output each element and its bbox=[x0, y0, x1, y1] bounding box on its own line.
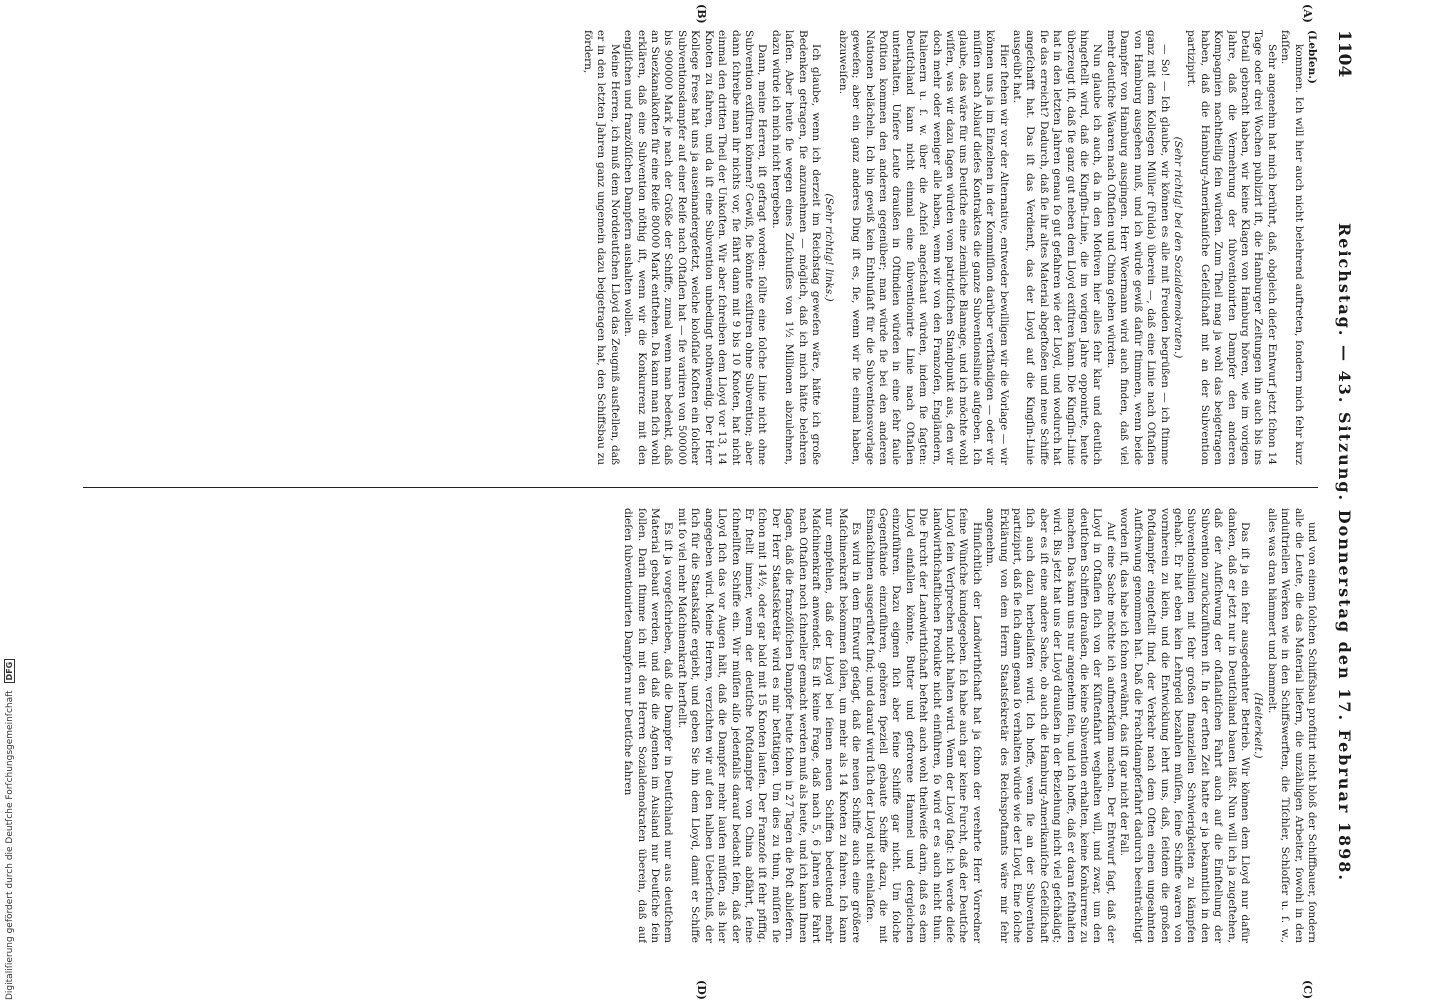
paragraph: Auf eine Sache möchte ich aufmerkſam machen. Der Entwurf ſagt, daß der Lloyd in Oſtaſien ſich von der Küſtenfahrt weghalten will, und zwar, um den deutſchen Schiffen draußen, die keine Subvention erhalten, keine Konkurrenz zu machen. Das kann uns nur angenehm ſein, und ich hoffe, daß er daran feſthalten wird. Bis jetzt hat uns der Lloyd draußen in der Beziehung nicht viel geſchädigt; aber es iſt eine andere Sache, ob auch die Hamburg-Amerikaniſche Geſellſchaft ſich auch dazu herbeilaſſen wird. Ich hoffe, wenn ſie an der Subvention partizipirt, daß ſie ſich dann genau ſo verhalten würde wie der Lloyd. Eine ſolche Erklärung von dem Herrn Staatsſekretär des Reichspoſtamts wäre mir ſehr angenehm. bbox=[984, 508, 1117, 943]
paragraph: Es iſt ja vorgeſchrieben, daß die Dampfer in Deutſchland nur aus deutſchem Material gebaut werden, und daß die Agenten im Ausland nur Deutſche ſein ſollen. Darin ſtimme ich mit den Herren Sozialdemokraten überein, daß auf dieſen ſubventionirten Dampfern nur Deutſche fahren bbox=[622, 508, 675, 943]
paragraph: Dann, meine Herren, iſt gefragt worden: ſollte eine ſolche Linie nicht ohne Subvention exiſtiren können? Gewiß, ſie könnte exiſtiren ohne Subvention; aber dann ſchreibe man ihr nichts vor, ſie fährt dann mit 9 bis 10 Knoten, hat nicht einmal den dritten Theil der Unkoſten. Wir aber ſchreiben dem Lloyd vor 13, 14 Knoten zu fahren, und da iſt eine Subvention unbedingt nothwendig. Der Herr Kollege Frese hat uns ja auseinandergeſetzt, welche koloſſale Koſten ein ſolcher Subventionsdampfer auf einer Reiſe nach Oſtaſien hat — ſie variiren von 500000 bis 900000 Mark je nach der Größe der Schiffe, zumal wenn man bedenkt, daß an Suezkanalkoſten für eine Reiſe 80000 Mark entſtehen. Da kann man ſich wohl erklären, daß eine Subvention nöthig iſt, wenn wir die Konkurrenz mit den engliſchen und franzöſiſchen Dampfern aushalten wollen. bbox=[622, 30, 769, 465]
digitization-note bbox=[4, 0, 22, 1000]
paragraph: — So! — Ich glaube, wir können es alle mit Freuden begrüßen — ich ſtimme ganz mit dem Kollegen Müller (Fulda) überein —, daß eine Linie nach Oſtaſien von Hamburg ausgehen muß, und ich würde gewiß dafür ſtimmen, wenn beide Dampfer von Hamburg ausgingen. Herr Woermann wird auch finden, daß viel mehr deutſche Waaren nach Oſtaſien und China gehen würden. bbox=[1104, 30, 1171, 465]
margin-marker-a: (A) bbox=[1301, 4, 1314, 23]
running-title: Reichstag. — 43. Sitzung. Donnerstag den 17. Februar 1898. bbox=[1335, 222, 1354, 882]
paragraph: Hier ſtehen wir vor der Alternative, entweder bewilligen wir die Vorlage — wir können uns ja im Einzelnen in der Kommiſſion darüber verſtändigen — oder wir müſſen nach Ablauf dieſes Kontraktes die ganze Subventionslinie aufgeben. Ich glaube, das wäre für uns Deutſche eine ziemliche Blamage, und ich möchte wohl wiſſen, was wir dazu ſagen würden vom patriotiſchen Standpunkt aus, den wir doch mehr oder weniger alle haben, wenn wir von den Franzoſen, Engländern, Italienern u. ſ. w. über die Achſel angeſchaut würden, indem ſie ſagten: Deutſchland kann nicht einmal eine ſubventionirte Linie nach Oſtaſien unterhalten. Unſere Leute draußen in Oſtindien würden in eine ſehr faule Poſition kommen den anderen gegenüber; man würde ſie bei den anderen Nationen belächeln. Ich bin gewiß kein Enthuſiaſt für die Subventionsvorlage geweſen; aber ein ganz anderes Ding iſt es, ſie, wenn wir ſie einmal haben, abzuweiſen. bbox=[836, 30, 1010, 465]
paragraph: kommen. Ich will hier auch nicht belehrend auftreten, ſondern mich ſehr kurz faſſen. bbox=[1279, 30, 1305, 465]
page-header bbox=[1318, 30, 1358, 975]
speaker-name: (Lebſen.) bbox=[1306, 30, 1318, 84]
left-column bbox=[83, 30, 1318, 465]
paragraph: Meine Herren, ich muß dem Norddeutſchen Lloyd das Zeugniß ausſtellen, daß er in den letzten Jahren ganz ungemein dazu beigetragen hat, den Schiffsbau zu fördern, bbox=[582, 30, 621, 465]
dfg-logo: DFG bbox=[4, 659, 15, 684]
margin-marker-c: (C) bbox=[1301, 980, 1314, 1000]
margin-marker-b: (B) bbox=[695, 4, 708, 24]
rotated-page bbox=[68, 4, 1358, 1000]
interjection: (Heiterkeit.) bbox=[1252, 692, 1265, 759]
interjection: (Sehr richtig! bei den Sozialdemokraten.) bbox=[1171, 136, 1184, 359]
paragraph: Das iſt ja ein ſehr ausgedehnter Betrieb. Wir können dem Lloyd nur dafür danken, daß er jetzt nur in Deutſchland bauen läßt. Nun will ich ja zugeſtehen, daß der Aufſchwung der oſtaſiatiſchen Fahrt auch auf die Einſtellung der Subvention zurückzuführen iſt. In der erſten Zeit hatte er ja bekanntlich in den Subventionslinien mit ſehr großen finanziellen Schwierigkeiten zu kämpfen gehabt. Er hat eben kein Lehrgeld bezahlen müſſen, ſeine Schiffe waren von vornherein zu klein, und die Entwicklung lehrt uns, daß, ſeitdem die großen Poſtdampfer eingeſtellt ſind, der Verkehr nach dem Oſten einen ungeahnten Aufſchwung genommen hat. Daß die Frachtdampferfahrt dadurch beeinträchtigt worden iſt, das habe ich ſchon erwähnt, das iſt gar nicht der Fall. bbox=[1118, 508, 1251, 943]
footer-text: Digitaliſierung gefördert durch die Deutſche Forſchungsgemeinſchaft bbox=[5, 690, 15, 1000]
paragraph: Nun glaube ich auch, da in den Motiven hier alles ſehr klar und deutlich hingeſtellt wird, daß die Kingſin-Linie, die im vorigen Jahre opponirte, heute überzeugt iſt, daß ſie ganz gut neben dem Lloyd exiſtiren kann. Die Kingſin-Linie hat in den letzten Jahren genau ſo gut gefahren wie der Lloyd, und wodurch hat ſie das erreicht? Dadurch, daß ſie ihr altes Material abgeſtoßen und neue Schiffe angeſchafft hat. Das iſt das Verdienſt, das der Lloyd auf die Kingſin-Linie ausgeübt hat. bbox=[1011, 30, 1104, 465]
paragraph: Hinſichtlich der Landwirthſchaft hat ja ſchon der verehrte Herr Vorredner ſeine Wünſche kundgegeben. Ich habe auch gar keine Furcht, daß der Deutſche Lloyd ſein Verſprechen nicht halten wird. Wenn der Lloyd ſagt: ich werde dieſe landwirthſchaftlichen Produkte nicht einführen, ſo wird er es auch nicht thun. Die Furcht der Landwirthſchaft beſteht auch wohl theilweiſe darin, daß es dem Lloyd einfallen könnte, Butter und gefrorene Hammel und dergleichen einzuführen. Dazu eignen ſich aber feine Schiffe gar nicht. Um ſolche Gegenſtände einzuführen, gehören ſpeziell gebaute Schiffe dazu, die mit Eismaſchinen ausgerüſtet ſind; und darauf wird ſich der Lloyd nicht einlaſſen. bbox=[863, 508, 983, 943]
right-column bbox=[83, 508, 1318, 943]
paragraph: Sehr angenehm hat mich berührt, daß, obgleich dieſer Entwurf jetzt ſchon 14 Tage oder drei Wochen publizirt iſt, die Hamburger Zeitungen ihn auch bis ins Detail gebracht haben, wir keine Klagen von Hamburg hören, wie im vorigen Jahre, daß die Vermehrung der ſubventionirten Dampfer den anderen Kompagnien nachtheilig ſein würden. Zum Theil mag ja wohl das beigetragen haben, daß die Hamburg-Amerikaniſche Geſellſchaft mit an der Subvention partizipirt. bbox=[1185, 30, 1278, 465]
paragraph: Es wird in dem Entwurf geſagt, daß die neuen Schiffe auch eine größere Maſchinenkraft bekommen ſollen, um mehr als 14 Knoten zu fahren. Ich kann nur empfehlen, daß der Lloyd bei ſeinen neuen Schiffen bedeutend mehr Maſchinenkraft anwendet. Es iſt keine Frage, daß nach 5, 6 Jahren die Fahrt nach Oſtaſien noch ſchneller gemacht werden muß als heute, und ich kann Ihnen ſagen, daß die franzöſiſchen Dampfer heute ſchon in 27 Tagen die Poſt abliefern. Der Herr Staatsſekretär wird es mir beſtätigen. Um dies zu thun, müſſen ſie ſchon mit 14½, oder gar bald mit 15 Knoten laufen. Der Franzoſe iſt ſehr pfiffig. Er ſtellt immer, wenn der deutſche Poſtdampfer von China abfährt, ſeine ſchnellſten Schiffe ein. Wir müſſen alſo jedenfalls darauf bedacht ſein, daß der Lloyd ſich das vor Augen hält, daß die Dampfer mehr laufen müſſen, als hier angegeben wird. Meine Herren, verzichten wir auf den halben Ueberſchuß, der ſich für die Staatskaſſe ergiebt, und geben Sie ihn dem Lloyd, damit er Schiffe mit ſo viel mehr Maſchinenkraft herſtellt. bbox=[675, 508, 863, 943]
paragraph: Ich glaube, wenn ich derzeit im Reichstag geweſen wäre, hätte ich große Bedenken getragen, ſie anzunehmen — möglich, daß ich mich hätte belehren laſſen. Aber heute ſie wegen eines Zuſchuſſes von 1½ Millionen abzulehnen, dazu würde ich mich nicht hergeben. bbox=[769, 30, 822, 465]
column-divider bbox=[83, 487, 1318, 488]
interjection: (Sehr richtig! links.) bbox=[823, 193, 836, 302]
page-number: 1104 bbox=[1334, 30, 1354, 78]
paragraph: und von einem ſolchen Schiffsbau profitirt nicht bloß der Schiffbauer, ſondern alle die Leute, die das Material liefern, die unzähligen Arbeiter, ſowohl in den induſtriellen Werken wie in den Schiffswerften, die Tiſchler, Schloſſer u. ſ. w., alles was dran hämmert und bammelt. bbox=[1265, 508, 1318, 943]
margin-marker-d: (D) bbox=[695, 980, 708, 1000]
